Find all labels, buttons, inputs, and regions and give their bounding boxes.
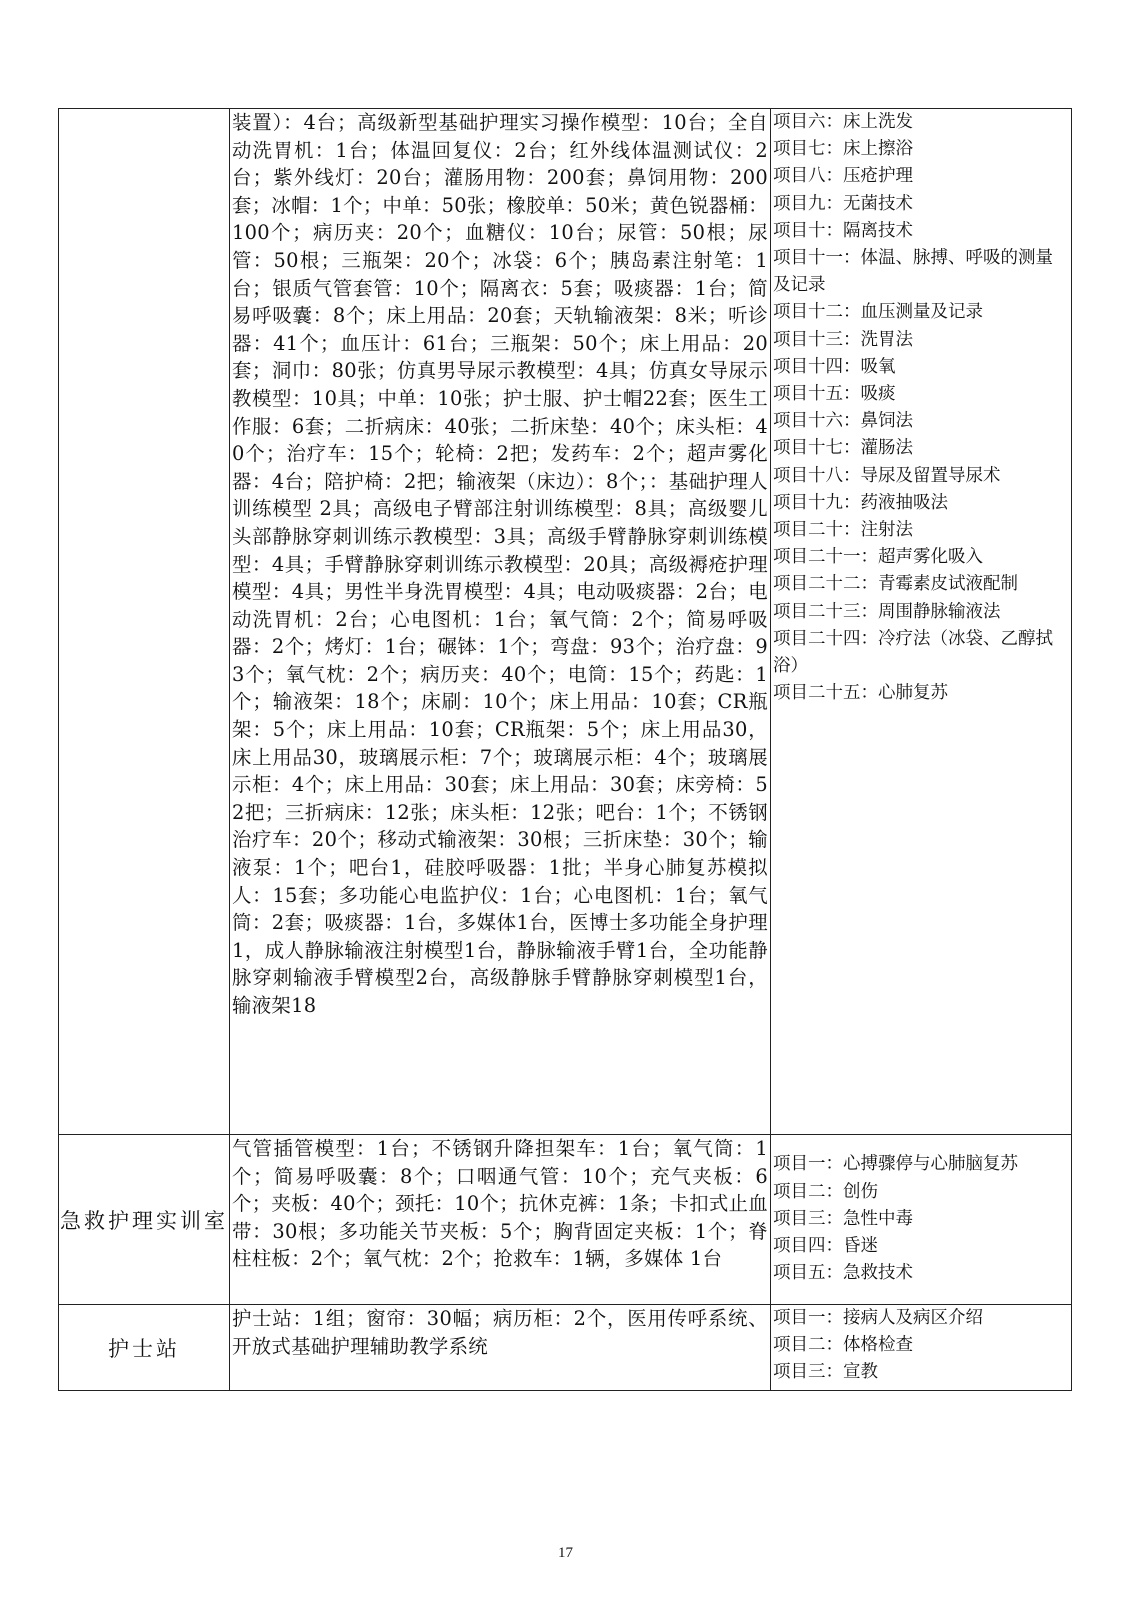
project-item: 项目八：压疮护理 [773, 166, 913, 187]
project-item: 项目十五：吸痰 [773, 384, 896, 405]
project-item: 项目十一：体温、脉搏、呼吸的测量及记录 [773, 248, 1053, 296]
project-item: 项目十六：鼻饲法 [773, 411, 913, 432]
project-item: 项目二十一：超声雾化吸入 [773, 547, 983, 568]
project-item: 项目三：急性中毒 [773, 1208, 913, 1229]
table-row [59, 1135, 1072, 1305]
project-item: 项目二十三：周围静脉输液法 [773, 601, 1001, 622]
table-row [59, 109, 1072, 1135]
project-item: 项目十二：血压测量及记录 [773, 302, 983, 323]
project-list-cell [771, 1305, 1072, 1391]
project-item: 项目二十二：青霉素皮试液配制 [773, 574, 1018, 595]
project-item: 项目二十五：心肺复苏 [773, 683, 948, 704]
room-name-cell: 急救护理实训室 [59, 1135, 230, 1305]
project-item: 项目十三：洗胃法 [773, 329, 913, 350]
project-item: 项目二十：注射法 [773, 520, 913, 541]
equipment-list-cell: 气管插管模型：1台；不锈钢升降担架车：1台；氧气筒：1个；简易呼吸囊：8个；口咽通气管：10个；充气夹板：6个；夹板：40个；颈托：10个；抗休克裤：1条；卡扣式止血带：30根；多功能关节夹板：5个；胸背固定夹板：1个；脊柱柱板：2个；氧气枕：2个；抢救车：1辆，多媒体 1台 [230, 1135, 771, 1305]
project-item: 项目十：隔离技术 [773, 220, 913, 241]
page-number: 17 [558, 1545, 573, 1561]
project-list-cell [771, 109, 1072, 1135]
room-name-cell [59, 109, 230, 1135]
project-item: 项目二：体格检查 [773, 1335, 913, 1356]
project-item: 项目四：昏迷 [773, 1236, 878, 1257]
equipment-list-cell: 装置）：4台；高级新型基础护理实习操作模型：10台；全自动洗胃机：1台；体温回复仪：2台；红外线体温测试仪：2台；紫外线灯：20台；灌肠用物：200套；鼻饲用物：200套；冰帽：1个；中单：50张；橡胶单：50米；黄色锐器桶：100个；病历夹：20个；血糖仪：10台；尿管：50根；尿管：50根；三瓶架：20个；冰袋：6个；胰岛素注射笔：1台；银质气管套管：10个；隔离衣：5套；吸痰器：1台；简易呼吸囊：8个；床上用品：20套；天轨输液架：8米；听诊器：41个；血压计：61台；三瓶架：50个；床上用品：20套；洞巾：80张；仿真男导尿示教模型：4具；仿真女导尿示教模型：10具；中单：10张；护士服、护士帽22套；医生工作服：6套；二折病床：40张；二折床垫：40个；床头柜：40个；治疗车：15个；轮椅：2把；发药车：2个；超声雾化器：4台；陪护椅：2把；输液架（床边）：8个；：基础护理人训练模型 2具；高级电子臂部注射训练模型：8具；高级婴儿头部静脉穿刺训练示教模型：3具；高级手臂静脉穿刺训练模型：4具；手臂静脉穿刺训练示教模型：20具；高级褥疮护理模型：4具；男性半身洗胃模型：4具；电动吸痰器：2台；电动洗胃机：2台；心电图机：1台；氧气筒：2个；简易呼吸器：2个；烤灯：1台；碾钵：1个；弯盘：93个；治疗盘：93个；氧气枕：2个；病历夹：40个；电筒：15个；药匙：1个；输液架：18个；床刷：10个；床上用品：10套；CR瓶架：5个；床上用品：10套；CR瓶架：5个；床上用品30，床上用品30，玻璃展示柜：7个；玻璃展示柜：4个；玻璃展示柜：4个；床上用品：30套；床上用品：30套；床旁椅：52把；三折病床：12张；床头柜：12张；吧台：1个；不锈钢治疗车：20个；移动式输液架：30根；三折床垫：30个；输液泵：1个；吧台1，硅胶呼吸器：1批；半身心肺复苏模拟人：15套；多功能心电监护仪：1台；心电图机：1台；氧气筒：2套；吸痰器：1台，多媒体1台，医博士多功能全身护理1，成人静脉输液注射模型1台，静脉输液手臂1台，全功能静脉穿刺输液手臂模型2台，高级静脉手臂静脉穿刺模型1台，输液架18 [230, 109, 771, 1135]
table-row [59, 1305, 1072, 1391]
project-item: 项目三：宣教 [773, 1362, 878, 1383]
room-name-cell: 护士站 [59, 1305, 230, 1391]
equipment-list-cell: 护士站：1组；窗帘：30幅；病历柜：2个，医用传呼系统、开放式基础护理辅助教学系统 [230, 1305, 771, 1391]
project-item: 项目二：创伤 [773, 1181, 878, 1202]
project-item: 项目五：急救技术 [773, 1263, 913, 1284]
project-item: 项目二十四：冷疗法（冰袋、乙醇拭浴） [773, 628, 1053, 677]
equipment-table [58, 108, 1072, 1391]
project-item: 项目十九：药液抽吸法 [773, 492, 948, 513]
project-item: 项目一：心搏骤停与心肺脑复苏 [773, 1154, 1018, 1175]
project-item: 项目七：床上擦浴 [773, 139, 913, 160]
project-list-cell [771, 1135, 1072, 1305]
project-item: 项目九：无菌技术 [773, 193, 913, 214]
project-item: 项目十八：导尿及留置导尿术 [773, 465, 1001, 486]
project-item: 项目一：接病人及病区介绍 [773, 1308, 983, 1328]
project-item: 项目十七：灌肠法 [773, 438, 913, 459]
project-item: 项目六：床上洗发 [773, 112, 913, 132]
project-item: 项目十四：吸氧 [773, 356, 896, 377]
